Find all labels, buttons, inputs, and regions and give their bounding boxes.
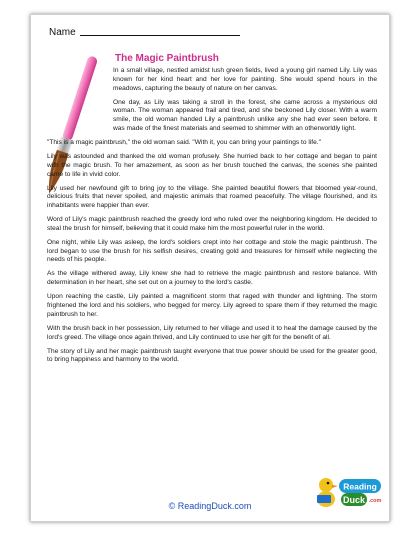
logo-text-duck: Duck [342,494,366,505]
story-paragraph-11: The story of Lily and her magic paintbrush taught everyone that true power should be used for the greater good, to bring happiness and harmony to the world. [47,347,377,364]
story-title: The Magic Paintbrush [115,53,219,64]
story-paragraph-1: In a small village, nestled amidst lush green fields, lived a young girl named Lily. Lily was known for her kind heart and her love for painting. She would spend hours in the meadows, capturing the beauty of nature on her canvas. [113,67,377,92]
story-paragraph-3: "This is a magic paintbrush," the old woman said. "With it, you can bring your paintings to life." [47,138,321,146]
logo-text-com: .com [368,498,382,504]
story-paragraph-7: One night, while Lily was asleep, the lord's soldiers crept into her cottage and stole the magic paintbrush. The lord began to use the brush for his selfish desires, creating gold and treasures for himself while neglecting the needs of his people. [47,238,377,264]
story-text [47,67,377,370]
name-row [49,27,240,38]
logo-text-reading: Reading [343,481,377,492]
story-paragraph-6: Word of Lily's magic paintbrush reached the greedy lord who ruled over the neighboring kingdom. He decided to steal the brush for himself, believing that it could make him the most powerful ruler in the world. [47,216,377,232]
readingduck-link[interactable]: © ReadingDuck.com [168,501,252,511]
story-paragraph-4: Lily was astounded and thanked the old woman profusely. She hurried back to her cottage and began to paint with the magic brush. To her amazement, as soon as her brush touched the canvas, the scenes she painted came to life in vivid color. [47,152,377,178]
story-paragraph-5: Lily used her newfound gift to bring joy to the village. She painted beautiful flowers that bloomed year-round, delicious fruits that never spoiled, and majestic animals that roamed peacefully. The village flourished, and its inhabitants were happier than ever. [47,184,377,210]
story-paragraph-2: One day, as Lily was taking a stroll in the forest, she came across a mysterious old woman. The woman appeared frail and tired, and she beckoned Lily closer. With a warm smile, the old woman handed Lily a paintbrush unlike any she had ever seen before. It was made of the finest materials and seemed to shimmer with an otherworldly light. [113,98,377,132]
worksheet-page [30,14,390,522]
name-label: Name [49,27,76,38]
story-paragraph-10: With the brush back in her possession, Lily returned to her village and used it to heal the damage caused by the lord's greed. The village once again thrived, and Lily continued to use her gift for the benefit of all. [47,324,377,341]
name-blank-line[interactable] [80,35,240,36]
reading-duck-logo [313,469,383,513]
story-paragraph-8: As the village withered away, Lily knew she had to retrieve the magic paintbrush and restore balance. With determination in her heart, she set out on a journey to the lord's castle. [47,270,377,287]
story-paragraph-9: Upon reaching the castle, Lily painted a magnificent storm that raged with thunder and lightning. The storm frightened the lord and his soldiers, who begged for mercy. Lily agreed to spare them if they returned the magic paintbrush to her. [47,293,377,318]
